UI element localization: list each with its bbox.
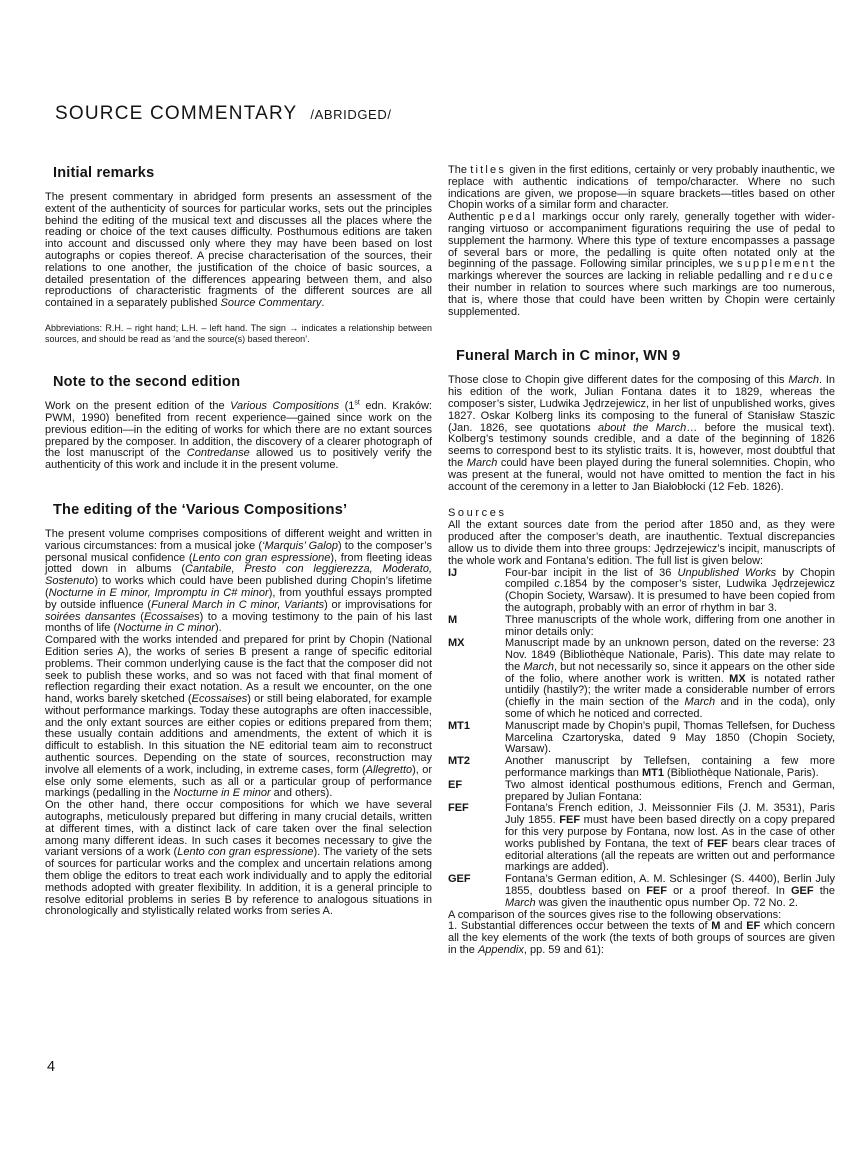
sources-list xyxy=(448,568,835,910)
right-column xyxy=(448,165,835,957)
abbreviations-note: Abbreviations: R.H. – right hand; L.H. – left hand. The sign → indicates a relationship between sources, and should be read as ‘and the source(s) based thereon’. xyxy=(45,322,432,344)
source-sigla: M xyxy=(448,613,458,626)
source-item-mx xyxy=(448,638,835,721)
section-initial-remarks xyxy=(45,165,432,344)
source-item-mt1 xyxy=(448,721,835,756)
section-note-second-edition xyxy=(45,374,432,472)
source-sigla: EF xyxy=(448,778,463,791)
sources-subheading: Sources xyxy=(448,507,507,520)
funeral-march-body: Those close to Chopin give different dates for the composing of this March. In his edition of the work, Julian Fontana dates it to 1829, whereas the composer’s sister, Ludwika Jędrzejewicz, in her list of unpublished works, gives 1827. Oskar Kolberg links its composing to the funeral of Stanisław Staszic (Jan. 1826, see quotations about the March… before the musical text). Kolberg’s testimony sounds credible, and a date of the beginning of 1826 seems to correspond best to its stylistic traits. It is, however, most doubtful that the March could have been played during the funeral solemnities. Chopin, who was present at the funeral, would not have omitted to mention the fact in his account of the ceremony in a letter to Jan Białobłocki (12 Feb. 1826). xyxy=(448,374,835,493)
source-sigla: FEF xyxy=(448,802,469,815)
initial-remarks-heading: Initial remarks xyxy=(53,165,155,181)
source-sigla: MX xyxy=(448,637,465,650)
source-description: Two almost identical posthumous editions, French and German, prepared by Julian Fontana: xyxy=(505,778,835,803)
editing-paragraph-2: Compared with the works intended and prepared for print by Chopin (National Edition series A), the works of series B present a range of specific editorial problems. Their common underlying cause is the fact that the composer did not seek to publish these works, and so was not faced with that final moment of reflection regarding their exact notation. As a result we encounter, on the one hand, works barely sketched (Ecossaises) or still being elaborated, for example without performance markings. Today these autographs are often inaccessible, and the only extant sources are either copies or editions prepared from them; these usually contain additions and amendments, the extent of which it is difficult to establish. In this situation the NE editorial team aim to reconstruct authentic sources. Depending on the state of sources, reconstruction may involve all elements of a work, including, in extreme cases, form (Allegretto), or else only some elements, such as all or a particular group of performance markings (pedalling in the Nocturne in E minor and others). xyxy=(45,634,432,800)
source-item-ij xyxy=(448,568,835,615)
source-item-ef xyxy=(448,780,835,804)
source-description: Fontana’s German edition, A. M. Schlesinger (S. 4400), Berlin July 1855, doubtless based on FEF or a proof thereof. In GEF the March was given the inauthentic opus number Op. 72 No. 2. xyxy=(505,873,835,909)
source-description: Manuscript made by an unknown person, dated on the reverse: 23 Nov. 1849 (Bibliothèque Nationale, Paris). This date may relate to the March, but not necessarily so, since it appears on the other side of the folio, where another work is written. MX is notated rather untidily (hastily?); the writer made a considerable number of errors (chiefly in the main section of the March and in the coda), only some of which he noticed and corrected. xyxy=(505,637,835,721)
editing-heading: The editing of the ‘Various Compositions’ xyxy=(53,501,348,518)
sources-intro: All the extant sources date from the period after 1850 and, as they were produced after the composer’s death, are inauthentic. Textual discrepancies allow us to divide them into three groups: Jędrzejewicz’s incipit, manuscripts of the whole work and Fontana’s edition. The full list is given below: xyxy=(448,519,835,567)
section-editing-various-compositions xyxy=(45,502,432,918)
section-funeral-march xyxy=(448,348,835,956)
principles-titles-paragraph: The titles given in the first editions, certainly or very probably inauthentic, we replace with authentic indications of tempo/character. Where no such indications are given, we propose—in square brackets—titles based on other Chopin works of a similar form and character. xyxy=(448,164,835,212)
editing-paragraph-1: The present volume comprises compositions of different weight and written in various circumstances: from a musical joke (‘Marquis’ Galop) to the composer’s personal musical confidence (Lento con gran espressione), from fleeting ideas jotted down in albums (Cantabile, Presto con leggierezza, Moderato, Sostenuto) to works which could have been published during Chopin’s lifetime (Nocturne in E minor, Impromptu in C# minor), from youthful essays prompted by outside influence (Funeral March in C minor, Variants) or improvisations for soirées dansantes (Ecossaises) to a moving testimony to the pain of his last months of life (Nocturne in C minor). xyxy=(45,527,432,635)
source-description: Another manuscript by Tellefsen, containing a few more performance markings than MT1 (Bibliothèque Nationale, Paris). xyxy=(505,755,835,780)
two-column-layout xyxy=(45,165,835,957)
note-second-edition-body: Work on the present edition of the Various Compositions (1st edn. Kraków: PWM, 1990) benefited from recent experience—gained since work on the previous edition—in the editing of works for which there are no extant sources prepared by the composer. In addition, the discovery of a clearer photograph of the lost manuscript of the Contredanse allowed us to positively verify the authenticity of this work and include it in the present volume. xyxy=(45,399,433,472)
section-editorial-principles xyxy=(448,165,835,318)
source-item-gef xyxy=(448,874,835,909)
page-title-suffix: /ABRIDGED/ xyxy=(310,107,392,122)
editing-paragraph-3: On the other hand, there occur compositions for which we have several autographs, meticulously prepared but differing in many crucial details, written at different times, with a distinct lack of care taken over the final selection among many different ideas. In such cases it becomes necessary to give the variant versions of a work (Lento con gran espressione). The variety of the sets of sources for particular works and the complex and uncertain relations among them oblige the editors to treat each work individually and to apply the editorial methods adopted with greater flexibility. In addition, it is a general principle to resolve editorial problems in series B by reference to analogous situations in chronologically and stylistically related works from series A. xyxy=(45,799,433,918)
sources-comparison-line: A comparison of the sources gives rise to the following observations: xyxy=(448,908,782,921)
source-sigla: MT1 xyxy=(448,719,470,732)
source-sigla: GEF xyxy=(448,873,471,886)
source-item-mt2 xyxy=(448,756,835,780)
source-item-fef xyxy=(448,803,835,874)
initial-remarks-body: The present commentary in abridged form presents an assessment of the extent of the authenticity of sources for particular works, sets out the principles behind the editing of the musical text and discusses all the places where the reading or choice of the text causes difficulty. Posthumous editions are taken into account and discussed only where they may have been based on lost autographs or copies thereof. A precise characterisation of the sources, their relations to one another, the justification of the choice of basic sources, a detailed presentation of the differences appearing between them, and also reproductions of characteristic fragments of the different sources are all contained in a separately published Source Commentary. xyxy=(45,191,432,310)
page-title xyxy=(55,103,835,125)
page-number: 4 xyxy=(47,1059,56,1075)
source-description: Fontana’s French edition, J. Meissonnier Fils (J. M. 3531), Paris July 1855. FEF must have been based directly on a copy prepared for this very purpose by Fontana, now lost. As in the case of other works published by Fontana, the text of FEF bears clear traces of editorial alterations (all the repeats are written out and performance markings are added). xyxy=(505,802,835,874)
note-second-edition-heading: Note to the second edition xyxy=(53,374,241,391)
source-sigla: MT2 xyxy=(448,755,470,768)
sources-observation-1: 1. Substantial differences occur between the texts of M and EF which concern all the key elements of the work (the texts of both groups of sources are given in the Appendix, pp. 59 and 61): xyxy=(448,920,835,957)
source-sigla: IJ xyxy=(448,566,458,579)
source-description: Three manuscripts of the whole work, differing from one another in minor details only: xyxy=(505,613,835,638)
source-description: Manuscript made by Chopin’s pupil, Thomas Tellefsen, for Duchess Marcelina Czartoryska, dated 9 May 1850 (Chopin Society, Warsaw). xyxy=(505,719,835,756)
source-description: Four-bar incipit in the list of 36 Unpublished Works by Chopin compiled c.1854 by the composer’s sister, Ludwika Jędrzejewicz (Chopin Society, Warsaw). It is presumed to have been copied from the autograph, probably with an error of rhythm in bar 3. xyxy=(505,566,836,614)
principles-pedal-paragraph: Authentic pedal markings occur only rarely, generally together with wider-ranging virtuoso or accompaniment figurations requiring the use of pedal to supplement the harmony. Where this type of texture encompasses a passage of several bars or more, the pedalling is quite often notated only at the beginning of the passage. Following similar principles, we supplement the markings wherever the sources are lacking in reliable pedalling and reduce their number in relation to sources where such markings are too numerous, that is, where those that could have been written by Chopin were certainly supplemented. xyxy=(448,211,835,318)
left-column xyxy=(45,165,432,957)
funeral-march-heading: Funeral March in C minor, WN 9 xyxy=(456,348,681,365)
page-title-main: SOURCE COMMENTARY xyxy=(55,103,298,124)
source-item-m xyxy=(448,615,835,639)
